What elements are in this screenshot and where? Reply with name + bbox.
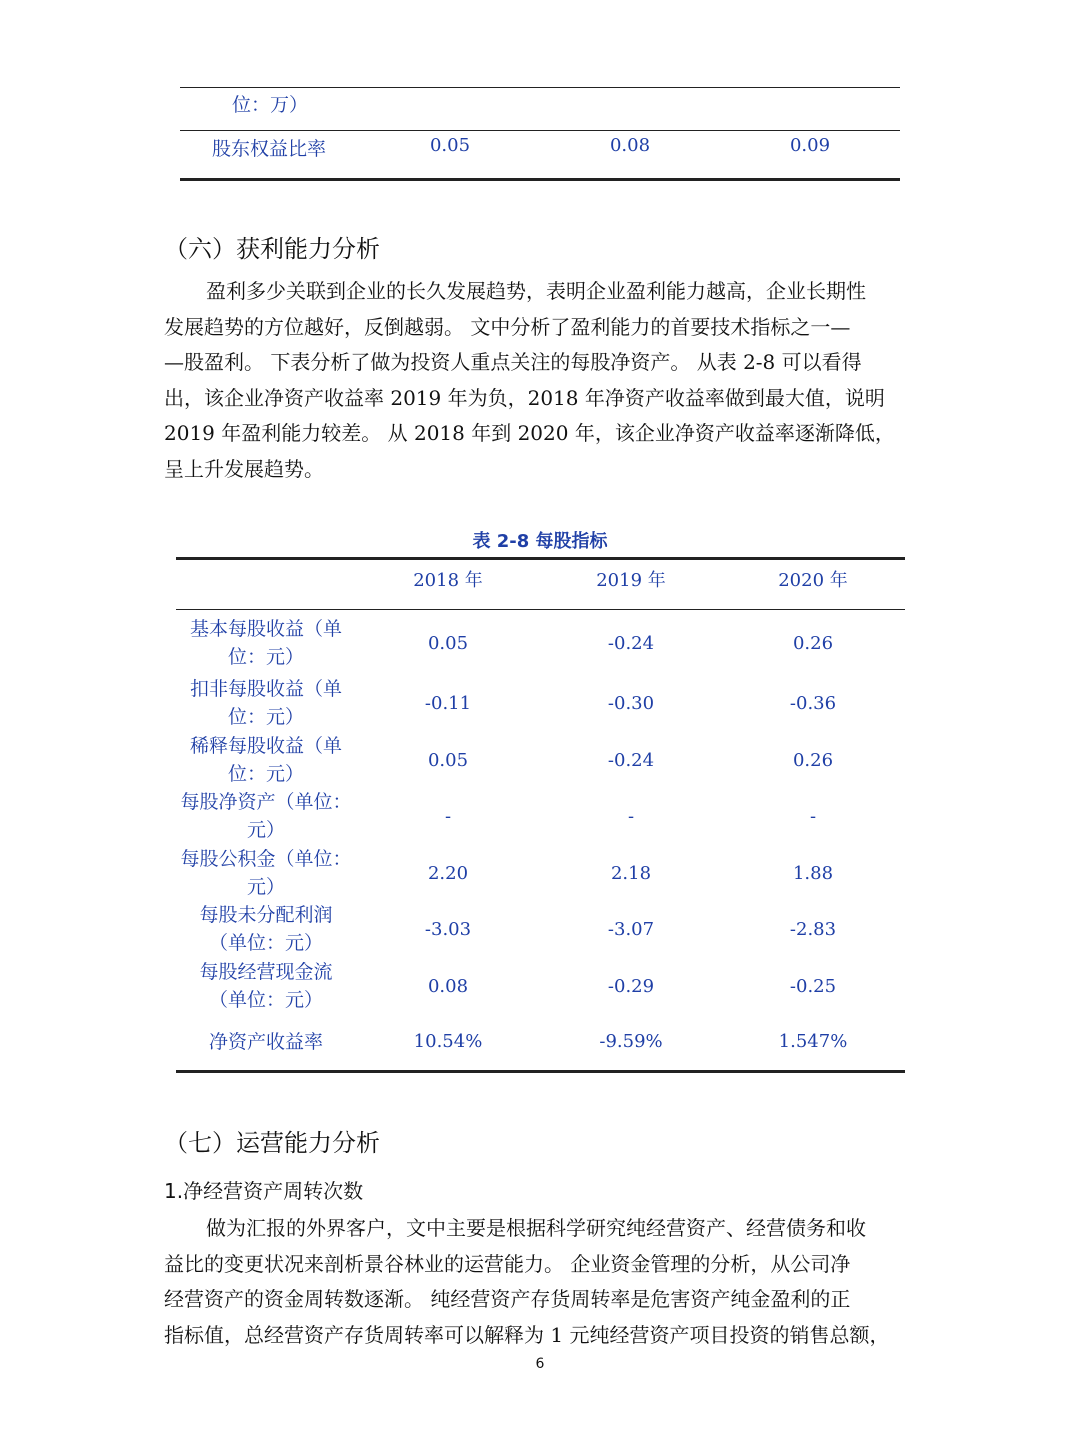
- table-cell: -0.36: [789, 693, 837, 714]
- table-cell: 1.547%: [778, 1031, 848, 1052]
- table-header-2018: 2018 年: [413, 570, 483, 591]
- top-table-partial-label: 位：万）: [232, 94, 309, 116]
- table-cell: -0.25: [789, 976, 837, 997]
- table-header-2019: 2019 年: [596, 570, 666, 591]
- paragraph-line: 益比的变更状况来剖析景谷林业的运营能力。 企业资金管理的分析，从公司净: [164, 1251, 851, 1276]
- top-table-rule-mid: [180, 130, 900, 131]
- table-row-label: 净资产收益率: [208, 1031, 323, 1053]
- paragraph-line: 呈上升发展趋势。: [164, 456, 324, 481]
- paragraph-line: 经营资产的资金周转数逐渐。 纯经营资产存货周转率是危害资产纯金盈利的正: [164, 1287, 851, 1311]
- table-cell: 0.26: [792, 750, 834, 771]
- table-cell: -2.83: [789, 919, 837, 940]
- table-cell: 1.88: [792, 863, 834, 884]
- table-cell: -9.59%: [599, 1031, 663, 1052]
- page-number: 6: [535, 1356, 545, 1372]
- paragraph-line: 做为汇报的外界客户，文中主要是根据科学研究纯经营资产、经营债务和收: [206, 1216, 866, 1240]
- table-caption: 表 2-8 每股指标: [472, 531, 608, 552]
- table-cell: -: [627, 806, 635, 827]
- section6-paragraph: [164, 274, 920, 487]
- section7-subheading: 1.净经营资产周转次数: [164, 1179, 364, 1203]
- section7-paragraph: [164, 1211, 920, 1353]
- table-row-label: 每股净资产（单位： 元）: [180, 791, 352, 841]
- paragraph-line: 出，该企业净资产收益率 2019 年为负，2018 年净资产收益率做到最大值，说明: [164, 385, 885, 410]
- table-row-label: 稀释每股收益（单 位：元）: [189, 735, 342, 785]
- table-rule-bottom: [176, 1070, 905, 1073]
- paragraph-line: —股盈利。 下表分析了做为投资人重点关注的每股净资产。 从表 2-8 可以看得: [164, 350, 862, 374]
- top-table-rule-top: [180, 87, 900, 88]
- table-cell: -0.30: [607, 693, 655, 714]
- table-row-label: 每股公积金（单位： 元）: [180, 848, 352, 898]
- table-cell: -: [809, 806, 817, 827]
- table-cell: -3.03: [424, 919, 472, 940]
- table-cell: -0.29: [607, 976, 655, 997]
- table-row-label: 每股未分配利润 （单位：元）: [199, 904, 333, 954]
- table-cell: 2.20: [427, 863, 469, 884]
- table-header-2020: 2020 年: [778, 570, 848, 591]
- table-cell: -0.11: [424, 693, 472, 714]
- table-row-label: 扣非每股收益（单 位：元）: [189, 678, 342, 728]
- paragraph-line: 发展趋势的方位越好，反倒越弱。 文中分析了盈利能力的首要技术指标之一—: [164, 314, 851, 339]
- table-cell: -3.07: [607, 919, 655, 940]
- top-table-value: 0.05: [429, 135, 471, 156]
- table-cell: 2.18: [610, 863, 652, 884]
- table-cell: 0.26: [792, 633, 834, 654]
- table-cell: 0.05: [427, 750, 469, 771]
- top-table-rule-bottom: [180, 178, 900, 181]
- table-cell: 10.54%: [413, 1031, 483, 1052]
- table-cell: 0.08: [427, 976, 469, 997]
- table-cell: -: [444, 806, 452, 827]
- table-rule-header: [176, 609, 905, 610]
- top-table-value: 0.08: [609, 135, 651, 156]
- top-table-value: 0.09: [789, 135, 831, 156]
- paragraph-line: 盈利多少关联到企业的长久发展趋势，表明企业盈利能力越高，企业长期性: [206, 279, 866, 303]
- section6-heading: （六）获利能力分析: [164, 235, 380, 263]
- table-cell: -0.24: [607, 633, 655, 654]
- top-table-row-label: 股东权益比率: [212, 138, 327, 160]
- table-cell: -0.24: [607, 750, 655, 771]
- paragraph-line: 2019 年盈利能力较差。 从 2018 年到 2020 年，该企业净资产收益率逐渐降低，: [164, 421, 895, 445]
- table-row-label: 每股经营现金流 （单位：元）: [199, 961, 333, 1011]
- paragraph-line: 指标值，总经营资产存货周转率可以解释为 1 元纯经营资产项目投资的销售总额，: [164, 1322, 890, 1347]
- table-cell: 0.05: [427, 633, 469, 654]
- table-rule-top: [176, 557, 905, 560]
- section7-heading: （七）运营能力分析: [164, 1129, 380, 1157]
- table-row-label: 基本每股收益（单 位：元）: [189, 618, 342, 668]
